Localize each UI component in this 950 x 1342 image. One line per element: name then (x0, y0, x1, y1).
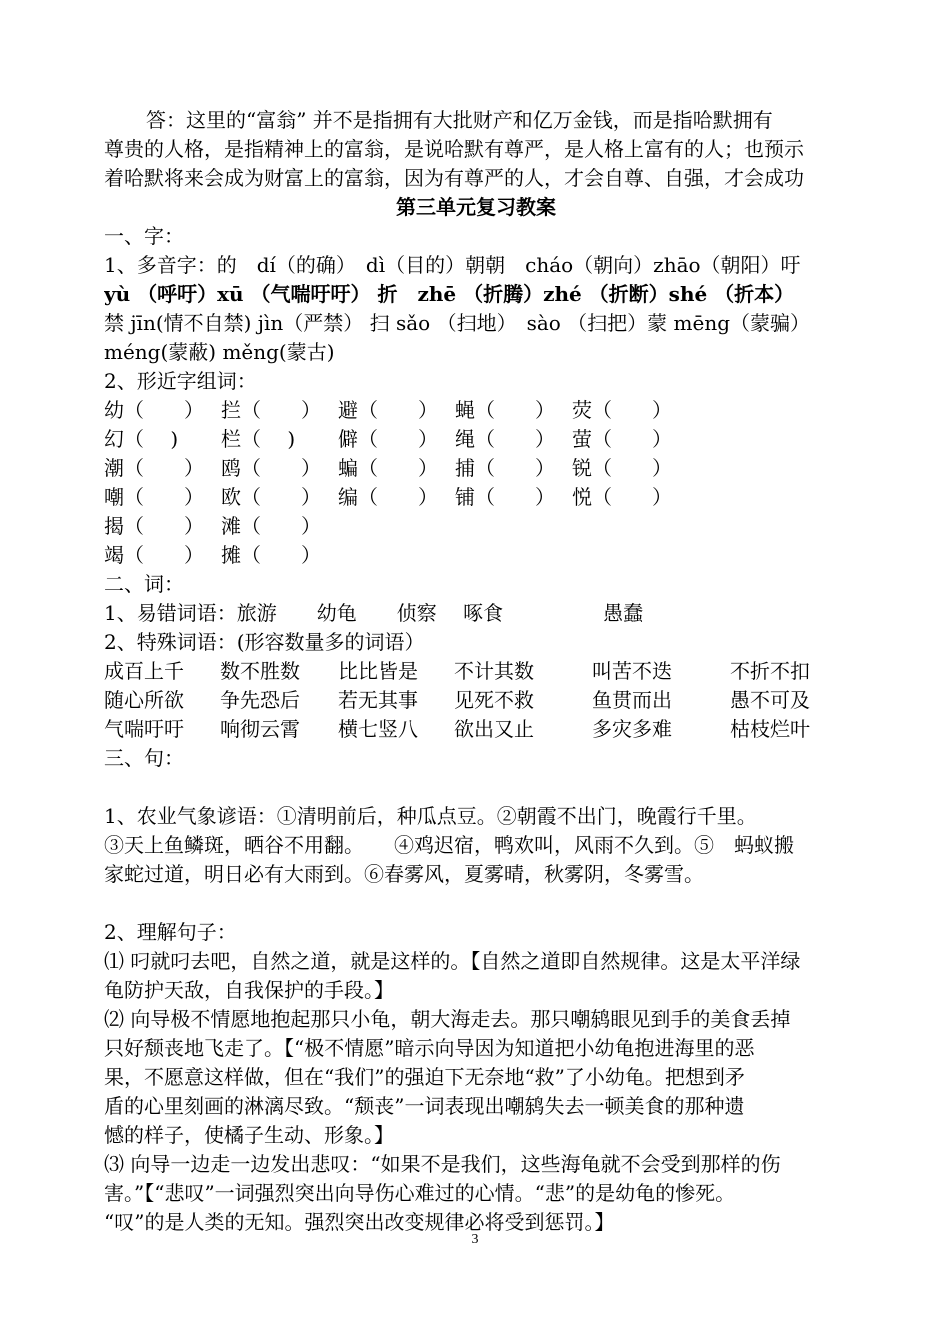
idiom: 多灾多难 (592, 717, 672, 741)
fill-blank: 锐（ ） (572, 456, 672, 480)
idiom: 数不胜数 (220, 659, 300, 683)
page-number: 3 (471, 1232, 479, 1247)
idiom: 气喘吁吁 (104, 717, 184, 741)
understand-line: 只好颓丧地飞走了。【“极不情愿”暗示向导因为知道把小幼龟抱进海里的恶 (104, 1036, 755, 1060)
idiom: 不计其数 (454, 659, 534, 683)
similar-characters-heading: 2、形近字组词： (104, 369, 257, 393)
proverb-line: 1、农业气象谚语：①清明前后，种瓜点豆。②朝霞不出门，晚霞行千里。 (104, 804, 757, 828)
answer-paragraph-line: 答：这里的“富翁” 并不是指拥有大批财产和亿万金钱，而是指哈默拥有 (146, 108, 773, 132)
fill-blank: 幼（ ） (104, 398, 204, 422)
idiom: 响彻云霄 (220, 717, 300, 741)
special-words-heading: 2、特殊词语：(形容数量多的词语） (104, 630, 425, 654)
similar-characters-row (104, 483, 848, 512)
understand-line: ⑴ 叼就叼去吧，自然之道，就是这样的。【自然之道即自然规律。这是太平洋绿 (104, 949, 801, 973)
idiom: 欲出又止 (454, 717, 534, 741)
understand-line: 憾的样子，使橘子生动、形象。】 (104, 1123, 394, 1147)
fill-blank: 编（ ） (338, 485, 438, 509)
fill-blank: 栏（ ) (221, 427, 296, 451)
idiom-row (104, 657, 848, 686)
polyphone-line: méng(蒙蔽) měng(蒙古) (104, 340, 335, 364)
blank-line (104, 773, 848, 802)
understand-line: ⑵ 向导极不情愿地抱起那只小龟，朝大海走去。那只嘲鸫眼见到手的美食丢掉 (104, 1007, 791, 1031)
easy-wrong-words: 1、易错词语：旅游 幼龟 侦察 啄食 愚蠢 (104, 601, 644, 625)
idiom: 随心所欲 (104, 688, 184, 712)
idiom: 若无其事 (338, 688, 418, 712)
fill-blank: 嘲（ ） (104, 485, 204, 509)
fill-blank: 悦（ ） (572, 485, 672, 509)
section-heading-words: 二、词： (104, 572, 184, 596)
answer-paragraph-line: 着哈默将来会成为财富上的富翁，因为有尊严的人，才会自尊、自强，才会成功 (104, 166, 804, 190)
polyphone-line: 禁 jīn(情不自禁) jìn（严禁） 扫 sǎo （扫地） sào （扫把）蒙 mēng（蒙骗） (104, 311, 811, 335)
idiom: 见死不救 (454, 688, 534, 712)
idiom: 比比皆是 (338, 659, 418, 683)
understand-line: 害。”【“悲叹”一词强烈突出向导伤心难过的心情。“悲”的是幼龟的惨死。 (104, 1181, 736, 1205)
fill-blank: 蝇（ ） (455, 398, 555, 422)
fill-blank: 幻（ ) (104, 427, 179, 451)
fill-blank: 萤（ ） (572, 427, 672, 451)
section-heading-characters: 一、字： (104, 224, 184, 248)
similar-characters-row (104, 425, 848, 454)
proverb-line: ③天上鱼鳞斑，晒谷不用翻。 ④鸡迟宿，鸭欢叫，风雨不久到。⑤ 蚂蚁搬 (104, 833, 794, 857)
fill-blank: 拦（ ） (221, 398, 321, 422)
fill-blank: 荧（ ） (572, 398, 672, 422)
similar-characters-row (104, 512, 848, 541)
understand-line: 龟防护天敌，自我保护的手段。】 (104, 978, 394, 1002)
fill-blank: 绳（ ） (455, 427, 555, 451)
fill-blank: 滩（ ） (221, 514, 321, 538)
idiom: 鱼贯而出 (592, 688, 672, 712)
blank-line (104, 889, 848, 918)
polyphone-line: 1、多音字：的 dí（的确） dì（目的）朝朝 cháo（朝向）zhāo（朝阳）吁 (104, 253, 801, 277)
answer-paragraph-line: 尊贵的人格，是指精神上的富翁，是说哈默有尊严，是人格上富有的人；也预示 (104, 137, 804, 161)
fill-blank: 竭（ ） (104, 543, 204, 567)
fill-blank: 潮（ ） (104, 456, 204, 480)
similar-characters-row (104, 541, 848, 570)
idiom: 争先恐后 (220, 688, 300, 712)
fill-blank: 捕（ ） (455, 456, 555, 480)
similar-characters-row (104, 454, 848, 483)
fill-blank: 揭（ ） (104, 514, 204, 538)
proverb-line: 家蛇过道，明日必有大雨到。⑥春雾风，夏雾晴，秋雾阴，冬雾雪。 (104, 862, 704, 886)
unit-title: 第三单元复习教案 (396, 195, 556, 219)
fill-blank: 避（ ） (338, 398, 438, 422)
similar-characters-row (104, 396, 848, 425)
section-heading-sentences: 三、句： (104, 746, 184, 770)
idiom: 成百上千 (104, 659, 184, 683)
polyphone-line: yù （呼吁）xū （气喘吁吁） 折 zhē （折腾）zhé （折断）shé （折本） (104, 282, 795, 306)
understand-heading: 2、理解句子： (104, 920, 237, 944)
fill-blank: 欧（ ） (221, 485, 321, 509)
idiom: 枯枝烂叶 (730, 717, 810, 741)
idiom: 愚不可及 (730, 688, 810, 712)
document-body (104, 106, 848, 1237)
fill-blank: 蝙（ ） (338, 456, 438, 480)
understand-line: 果，不愿意这样做，但在“我们”的强迫下无奈地“救”了小幼龟。把想到矛 (104, 1065, 745, 1089)
understand-line: “叹”的是人类的无知。强烈突出改变规律必将受到惩罚。】 (104, 1210, 615, 1234)
understand-line: 盾的心里刻画的淋漓尽致。“颓丧”一词表现出嘲鸫失去一顿美食的那种遗 (104, 1094, 745, 1118)
understand-line: ⑶ 向导一边走一边发出悲叹：“如果不是我们，这些海龟就不会受到那样的伤 (104, 1152, 781, 1176)
fill-blank: 摊（ ） (221, 543, 321, 567)
fill-blank: 僻（ ） (338, 427, 438, 451)
idiom-row (104, 715, 848, 744)
idiom: 不折不扣 (730, 659, 810, 683)
fill-blank: 铺（ ） (455, 485, 555, 509)
idiom: 横七竖八 (338, 717, 418, 741)
fill-blank: 鸥（ ） (221, 456, 321, 480)
idiom-row (104, 686, 848, 715)
idiom: 叫苦不迭 (592, 659, 672, 683)
